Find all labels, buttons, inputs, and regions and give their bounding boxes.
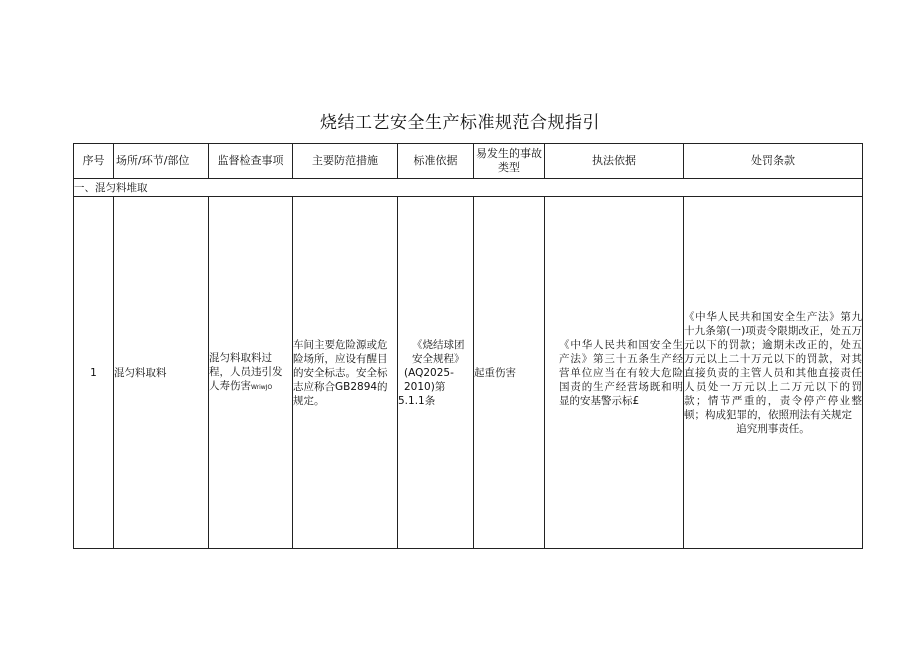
- header-cell: 易发生的事故类型: [474, 144, 545, 179]
- row-number: 1: [74, 197, 114, 549]
- row-penalty-tail: 追究刑事责任。: [736, 422, 810, 435]
- header-cell: 序号: [74, 144, 114, 179]
- row-penalty-text: 《中华人民共和国安全生产法》第九十九条第(一)项责令限期改正，处五万元以下的罚款；逾期未改正的，处五万元以上二十万元以下的罚款，对其直接负责的主管人员和其他直接责任人员处一万元以上二万元以下的罚款；情节严重的，责令停产停业整顿；构成犯罪的，依照刑法有关规定: [684, 310, 862, 421]
- row-accident-type: 起重伤害: [474, 197, 545, 549]
- row-standard: [398, 197, 474, 549]
- row-penalty: [684, 197, 863, 549]
- row-law-text: 《中华人民共和国安全生产法》第三十五条生产经营单位应当在有较大危险国责的生产经营场既和明显的安基警示标£: [559, 338, 683, 407]
- header-cell: 主要防范措施: [293, 144, 398, 179]
- row-standard-line: (AQ2025-2010)第: [404, 366, 454, 393]
- header-cell: 标准依据: [398, 144, 474, 179]
- header-cell: 执法依据: [545, 144, 684, 179]
- row-item-tail: WriwJO: [251, 383, 273, 391]
- section-label: 一、混匀料堆取: [74, 179, 863, 197]
- table-header-row: [74, 144, 863, 179]
- row-measure: 车间主要危险源或危险场所，应设有醒目的安全标志。安全标志应称合GB2894的规定。: [293, 197, 398, 549]
- compliance-table: [73, 143, 863, 549]
- row-law-basis: [545, 197, 684, 549]
- row-place: 混匀料取料: [114, 197, 209, 549]
- table-row: [74, 197, 863, 549]
- header-cell: 场所/环节/部位: [114, 144, 209, 179]
- header-cell: 处罚条款: [684, 144, 863, 179]
- section-row: [74, 179, 863, 197]
- page-title: 烧结工艺安全生产标准规范合规指引: [320, 113, 600, 133]
- row-standard-line: 《烧结球团安全规程》: [412, 338, 465, 365]
- row-item-text: 混匀料取料过程，人员违引发人寿伤害: [209, 351, 283, 392]
- header-cell: 监督检查事项: [209, 144, 293, 179]
- row-standard-line: 5.1.1条: [398, 394, 436, 407]
- row-inspection-item: [209, 197, 293, 549]
